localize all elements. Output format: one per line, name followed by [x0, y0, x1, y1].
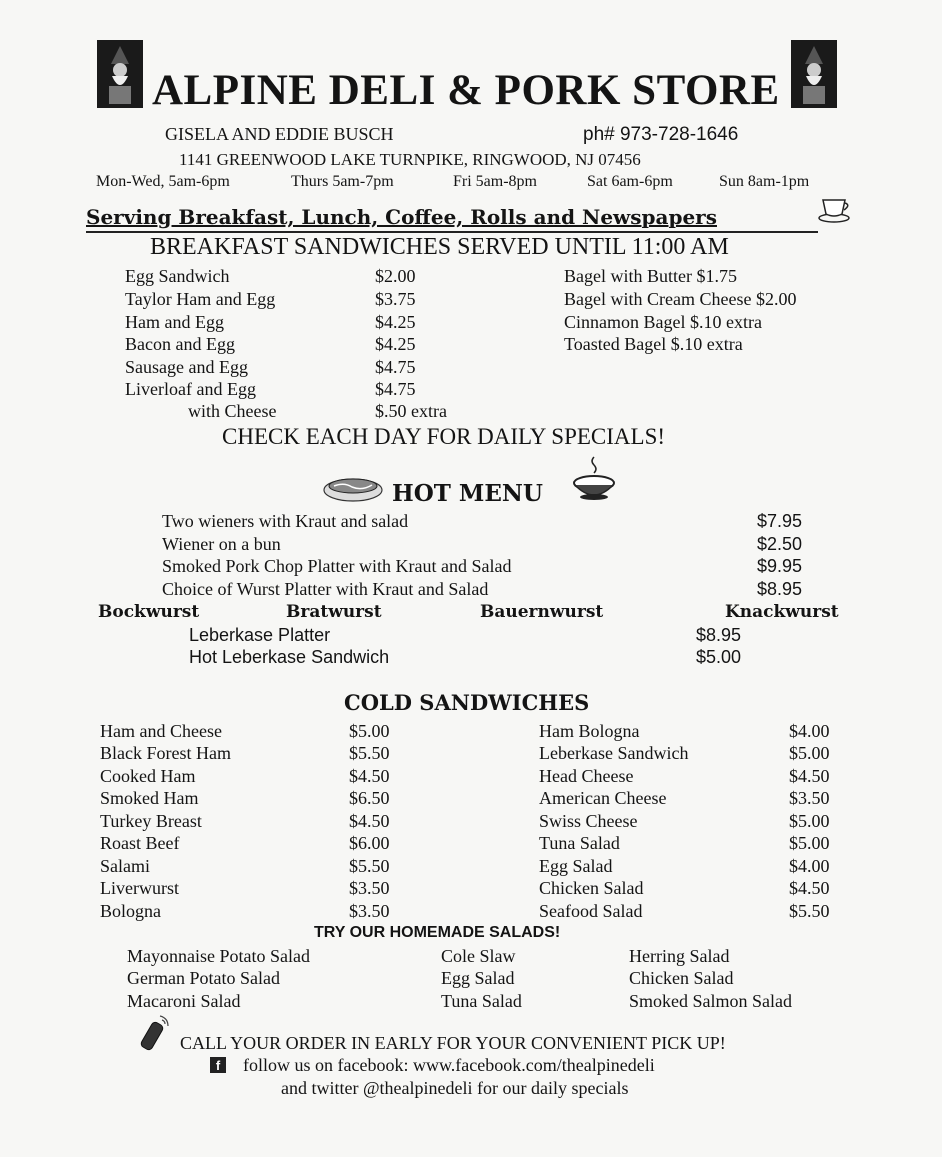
item-name: Leberkase Sandwich — [539, 743, 689, 763]
item-name: Swiss Cheese — [539, 811, 638, 831]
hours-thurs: Thurs 5am-7pm — [291, 173, 394, 190]
item-name: Chicken Salad — [539, 878, 644, 898]
salads-heading: TRY OUR HOMEMADE SALADS! — [314, 924, 561, 941]
item-price: $2.50 — [757, 534, 803, 554]
divider — [86, 231, 818, 233]
item-price: $4.25 — [375, 334, 416, 354]
phone-icon — [138, 1012, 174, 1056]
hotdog-icon — [322, 470, 384, 508]
bagel-item: Bagel with Butter $1.75 — [564, 266, 737, 286]
item-price: $3.50 — [349, 878, 390, 898]
item-price: $4.00 — [789, 721, 830, 741]
hours-sat: Sat 6am-6pm — [587, 173, 673, 190]
salad-item: Egg Salad — [441, 968, 515, 988]
wurst-option: Bratwurst — [286, 602, 382, 622]
item-name: Roast Beef — [100, 833, 180, 853]
item-name: Smoked Pork Chop Platter with Kraut and Salad — [162, 556, 512, 576]
salad-item: German Potato Salad — [127, 968, 280, 988]
salad-item: Cole Slaw — [441, 946, 516, 966]
item-name: Taylor Ham and Egg — [125, 289, 276, 309]
phone: ph# 973-728-1646 — [583, 124, 739, 145]
wurst-option: Bockwurst — [98, 602, 200, 622]
wurst-option: Bauernwurst — [480, 602, 604, 622]
item-price: $8.95 — [696, 625, 742, 645]
item-name: Ham and Cheese — [100, 721, 222, 741]
item-price: $5.50 — [349, 743, 390, 763]
item-price: $5.00 — [789, 833, 830, 853]
item-price: $4.75 — [375, 357, 416, 377]
coffee-cup-icon — [818, 194, 852, 228]
item-name: with Cheese — [188, 401, 277, 421]
store-title: ALPINE DELI & PORK STORE — [152, 67, 780, 114]
bagel-item: Cinnamon Bagel $.10 extra — [564, 312, 762, 332]
item-name: Hot Leberkase Sandwich — [189, 647, 390, 667]
hours-fri: Fri 5am-8pm — [453, 173, 537, 190]
salad-item: Macaroni Salad — [127, 991, 241, 1011]
hot-menu-heading: HOT MENU — [392, 480, 543, 507]
item-price: $4.25 — [375, 312, 416, 332]
wurst-option: Knackwurst — [725, 602, 839, 622]
hours-mon-wed: Mon-Wed, 5am-6pm — [96, 173, 230, 190]
item-name: Ham Bologna — [539, 721, 640, 741]
daily-specials: CHECK EACH DAY FOR DAILY SPECIALS! — [222, 424, 666, 449]
soup-bowl-icon — [572, 455, 616, 507]
breakfast-heading: BREAKFAST SANDWICHES SERVED UNTIL 11:00 AM — [150, 234, 729, 260]
salad-item: Chicken Salad — [629, 968, 734, 988]
item-name: Sausage and Egg — [125, 357, 248, 377]
item-price: $5.00 — [789, 743, 830, 763]
item-price: $4.00 — [789, 856, 830, 876]
item-price: $5.00 — [349, 721, 390, 741]
item-price: $3.50 — [789, 788, 830, 808]
salad-item: Mayonnaise Potato Salad — [127, 946, 310, 966]
item-price: $5.50 — [789, 901, 830, 921]
item-name: Ham and Egg — [125, 312, 224, 332]
item-price: $9.95 — [757, 556, 803, 576]
item-name: Choice of Wurst Platter with Kraut and Salad — [162, 579, 489, 599]
item-name: Smoked Ham — [100, 788, 199, 808]
item-name: Cooked Ham — [100, 766, 196, 786]
item-price: $4.50 — [789, 878, 830, 898]
gnome-logo-right — [791, 40, 837, 108]
item-name: Seafood Salad — [539, 901, 643, 921]
salad-item: Herring Salad — [629, 946, 730, 966]
item-price: $4.75 — [375, 379, 416, 399]
serving-line: Serving Breakfast, Lunch, Coffee, Rolls and Newspapers — [86, 205, 717, 229]
item-price: $3.50 — [349, 901, 390, 921]
item-name: Liverwurst — [100, 878, 179, 898]
hours-sun: Sun 8am-1pm — [719, 173, 810, 190]
item-price: $2.00 — [375, 266, 416, 286]
item-name: Turkey Breast — [100, 811, 202, 831]
item-price: $5.50 — [349, 856, 390, 876]
gnome-logo-left — [97, 40, 143, 108]
cold-sandwiches-heading: COLD SANDWICHES — [344, 690, 590, 715]
item-price: $4.50 — [349, 811, 390, 831]
list-item — [125, 266, 229, 287]
item-name: Bologna — [100, 901, 161, 921]
item-price: $7.95 — [757, 511, 803, 531]
item-price: $8.95 — [757, 579, 803, 599]
item-name: Egg Salad — [539, 856, 613, 876]
item-name: Egg Sandwich — [125, 266, 230, 286]
item-name: Leberkase Platter — [189, 625, 331, 645]
item-name: Head Cheese — [539, 766, 634, 786]
item-name: Two wieners with Kraut and salad — [162, 511, 409, 531]
bagel-item: Toasted Bagel $.10 extra — [564, 334, 743, 354]
item-name: American Cheese — [539, 788, 667, 808]
facebook-icon: f — [210, 1057, 226, 1073]
salad-item: Smoked Salmon Salad — [629, 991, 792, 1011]
item-price: $5.00 — [789, 811, 830, 831]
item-name: Black Forest Ham — [100, 743, 231, 763]
salad-item: Tuna Salad — [441, 991, 522, 1011]
item-price: $6.00 — [349, 833, 390, 853]
bagel-item: Bagel with Cream Cheese $2.00 — [564, 289, 797, 309]
address: 1141 GREENWOOD LAKE TURNPIKE, RINGWOOD, NJ 07456 — [179, 150, 641, 169]
item-name: Liverloaf and Egg — [125, 379, 256, 399]
item-price: $5.00 — [696, 647, 742, 667]
item-price: $6.50 — [349, 788, 390, 808]
facebook-text: follow us on facebook: www.facebook.com/thealpinedeli — [243, 1055, 655, 1075]
item-name: Wiener on a bun — [162, 534, 281, 554]
item-price: $4.50 — [789, 766, 830, 786]
item-price: $.50 extra — [375, 401, 447, 421]
item-price: $4.50 — [349, 766, 390, 786]
item-name: Salami — [100, 856, 150, 876]
owners: GISELA AND EDDIE BUSCH — [165, 124, 394, 144]
twitter-text: and twitter @thealpinedeli for our daily specials — [281, 1078, 629, 1098]
item-price: $3.75 — [375, 289, 416, 309]
call-ahead-text: CALL YOUR ORDER IN EARLY FOR YOUR CONVENIENT PICK UP! — [180, 1033, 726, 1053]
item-name: Tuna Salad — [539, 833, 620, 853]
item-name: Bacon and Egg — [125, 334, 235, 354]
